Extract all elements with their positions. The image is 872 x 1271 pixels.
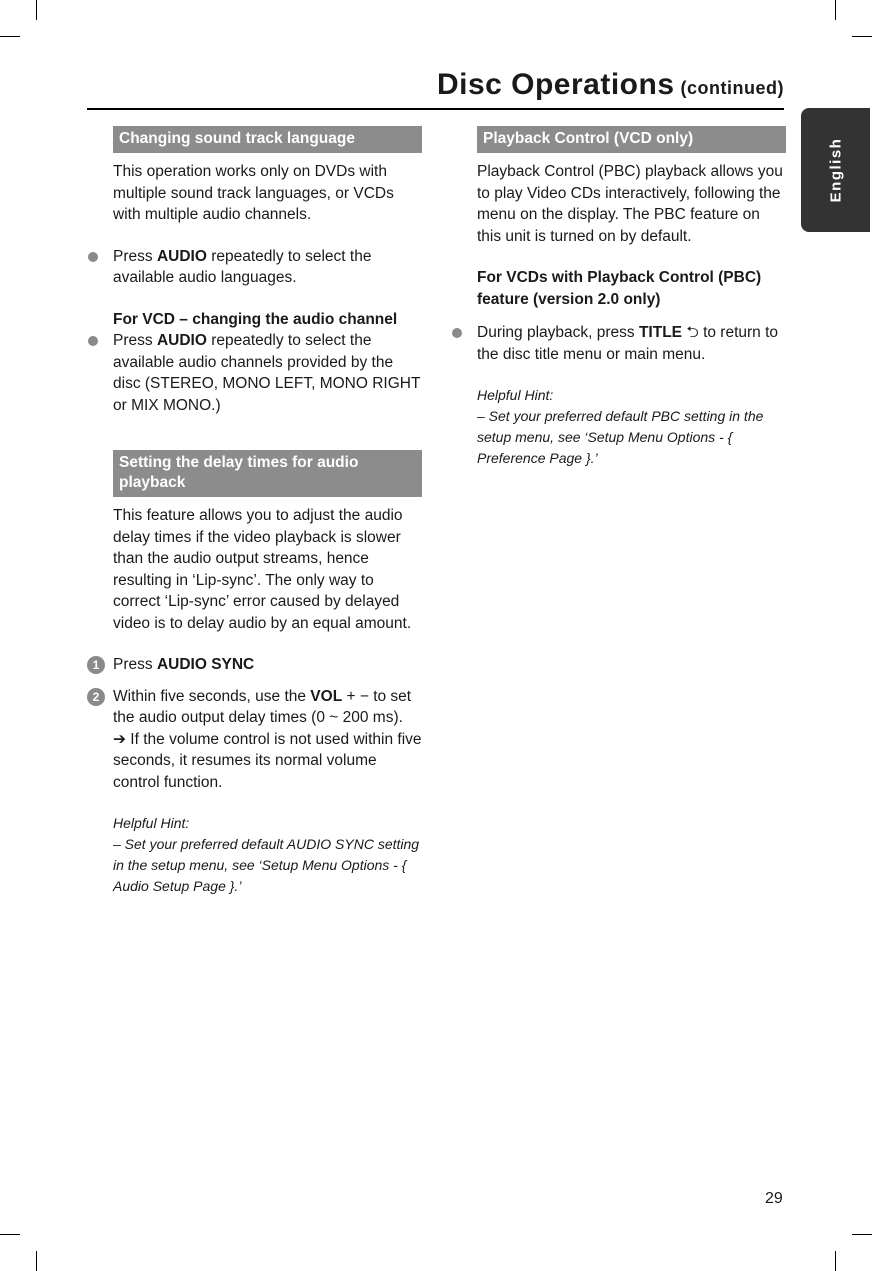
section-heading-playback-control: Playback Control (VCD only) bbox=[477, 126, 786, 153]
section-heading-audio-delay: Setting the delay times for audio playback bbox=[113, 450, 422, 497]
language-tab-label: English bbox=[827, 137, 844, 203]
result-arrow-icon: ➔ bbox=[113, 730, 126, 748]
bullet-icon bbox=[88, 336, 98, 346]
key-audio: AUDIO bbox=[156, 247, 207, 265]
vcd-audio-subhead: For VCD – changing the audio channel bbox=[113, 310, 398, 328]
playback-control-intro: Playback Control (PBC) playback allows you to play Video CDs interactively, following the menu on the display. The PBC feature on this unit is turned on by default. bbox=[477, 163, 783, 245]
key-audio-sync: AUDIO SYNC bbox=[156, 656, 255, 673]
page-title-text: Disc Operations bbox=[436, 68, 675, 101]
crop-mark bbox=[835, 0, 836, 20]
helpful-hint-text: – Set your preferred default AUDIO SYNC setting in the setup menu, see ‘Setup Menu Options - { Audio Setup Page }.’ bbox=[113, 836, 420, 894]
section-heading-sound-track: Changing sound track language bbox=[113, 126, 422, 153]
helpful-hint-label: Helpful Hint: bbox=[113, 815, 190, 831]
helpful-hint-label: Helpful Hint: bbox=[477, 387, 554, 403]
pbc-subhead: For VCDs with Playback Control (PBC) feature (version 2.0 only) bbox=[477, 269, 762, 308]
step-number-badge: 2 bbox=[87, 688, 105, 706]
left-column bbox=[87, 126, 422, 897]
crop-mark bbox=[835, 1251, 836, 1271]
crop-mark bbox=[0, 36, 20, 37]
audio-delay-intro: This feature allows you to adjust the audio delay times if the video playback is slower than the audio output streams, hence resulting in ‘Lip-sync’. The only way to correct ‘Lip-sync’ error caused by delayed video is to delay audio by an equal amount. bbox=[113, 507, 412, 632]
page-title bbox=[437, 68, 784, 102]
sound-track-bullet-audio: Press AUDIO repeatedly to select the available audio languages. bbox=[87, 246, 422, 289]
crop-mark bbox=[36, 0, 37, 20]
page-title-continued: (continued) bbox=[680, 78, 784, 98]
crop-mark bbox=[0, 1234, 20, 1235]
bullet-icon bbox=[88, 252, 98, 262]
pbc-bullet-title: During playback, press TITLE ⮌ to return to the disc title menu or main menu. bbox=[451, 322, 786, 365]
step-number-badge: 1 bbox=[87, 656, 105, 674]
sound-track-intro: This operation works only on DVDs with multiple sound track languages, or VCDs with multiple audio channels. bbox=[113, 163, 394, 223]
vol-plus-minus-icon: + − bbox=[342, 687, 369, 705]
audio-delay-step-1: 1 Press AUDIO SYNC bbox=[87, 654, 422, 676]
key-audio: AUDIO bbox=[156, 332, 207, 349]
audio-delay-step-2: 2 Within five seconds, use the VOL + − to set the audio output delay times (0 ~ 200 ms). ➔ If the volume control is not used within five seconds, it resumes its normal volume control function. bbox=[87, 686, 422, 794]
page-number: 29 bbox=[765, 1190, 783, 1207]
helpful-hint-text: – Set your preferred default PBC setting in the setup menu, see ‘Setup Menu Options - { Preference Page }.’ bbox=[477, 408, 764, 466]
header-rule bbox=[87, 108, 784, 110]
crop-mark bbox=[852, 1234, 872, 1235]
crop-mark bbox=[36, 1251, 37, 1271]
return-icon: ⮌ bbox=[682, 324, 699, 341]
vcd-audio-bullet: Press AUDIO repeatedly to select the available audio channels provided by the disc (STEREO, MONO LEFT, MONO RIGHT or MIX MONO.) bbox=[87, 330, 422, 416]
crop-mark bbox=[852, 36, 872, 37]
right-column bbox=[451, 126, 786, 469]
language-tab bbox=[801, 108, 870, 232]
key-vol: VOL bbox=[310, 687, 343, 705]
key-title: TITLE bbox=[638, 324, 683, 341]
bullet-icon bbox=[452, 328, 462, 338]
